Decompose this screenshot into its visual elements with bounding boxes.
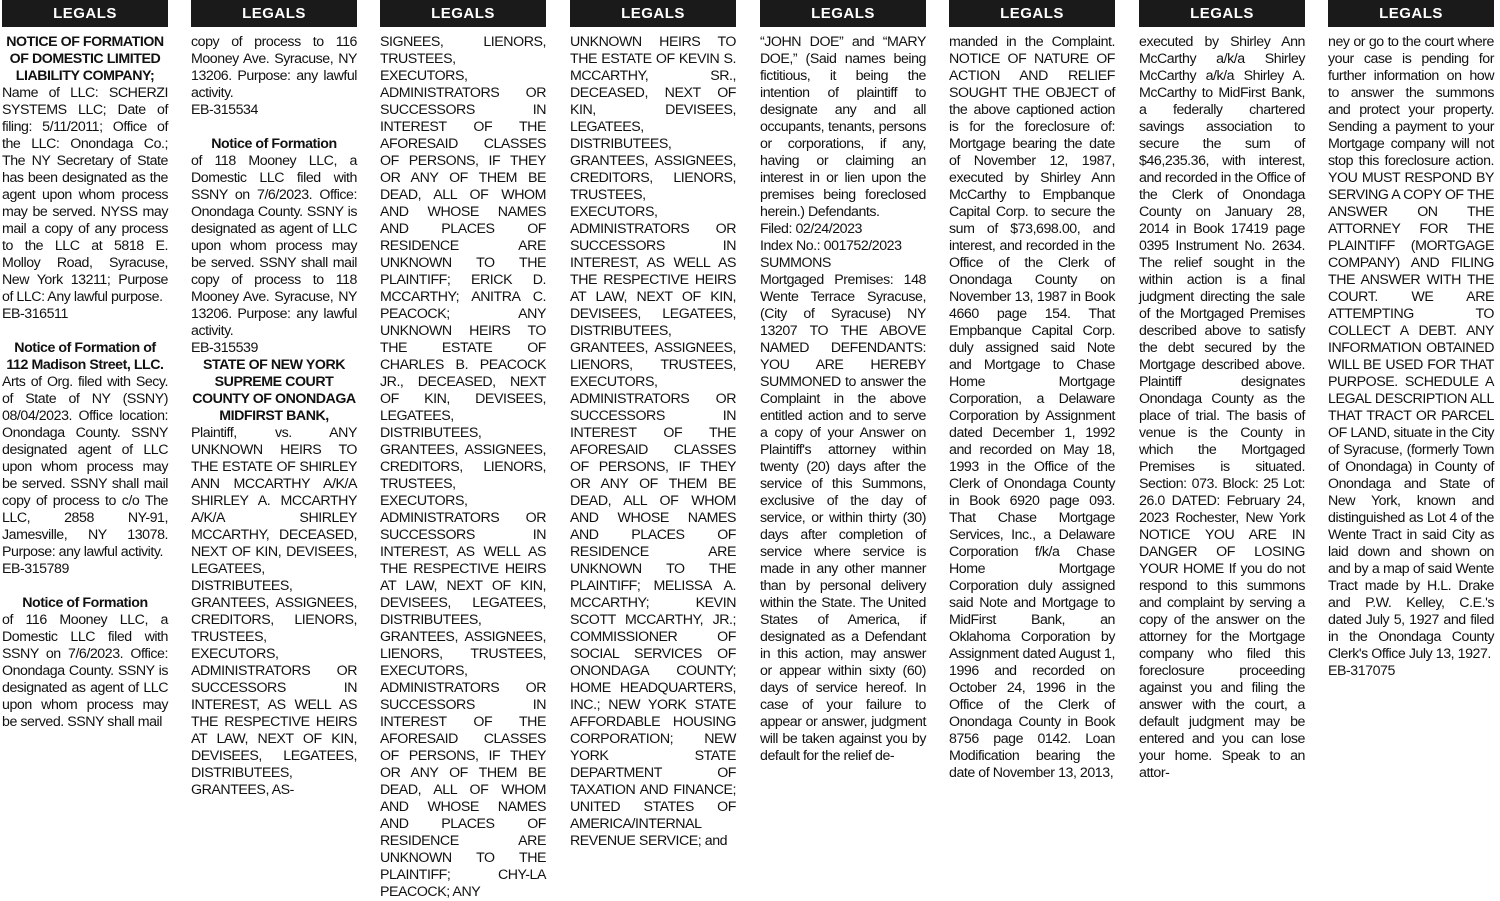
legals-column-7 xyxy=(1139,0,1305,833)
spacer xyxy=(2,578,168,595)
legals-column-8 xyxy=(1328,0,1494,833)
notice-paragraph: Plaintiff, vs. ANY UNKNOWN HEIRS TO THE ESTATE OF SHIRLEY ANN MCCARTHY A/K/A SHIRLEY A. MCCARTHY A/K/A SHIRLEY MCCARTHY, DECEASED, NEXT OF KIN, DEVISEES, LEGATEES, DISTRIBUTEES, GRANTEES, ASSIGNEES, CREDITORS, LIENORS, TRUSTEES, EXECUTORS, ADMINISTRATORS OR SUCCESSORS IN INTEREST, AS WELL AS THE RESPECTIVE HEIRS AT LAW, NEXT OF KIN, DEVISEES, LEGATEES, DISTRIBUTEES, GRANTEES, AS- xyxy=(191,425,357,798)
notice-reference: EB-315534 xyxy=(191,102,258,118)
legals-column-2 xyxy=(191,0,357,833)
spacer xyxy=(191,119,357,136)
notice-heading: Notice of Formation of 112 Madison Street, LLC. xyxy=(6,340,164,373)
legals-column-1 xyxy=(2,0,168,833)
notice-paragraph: copy of process to 116 Mooney Ave. Syracuse, NY 13206. Purpose: any lawful activity. xyxy=(191,34,357,101)
notice-paragraph: SIGNEES, LIENORS, TRUSTEES, EXECUTORS, ADMINISTRATORS OR SUCCESSORS IN INTEREST OF THE AFORESAID CLASSES OF PERSONS, IF THEY OR ANY OF THEM BE DEAD, ALL OF WHOM AND WHOSE NAMES AND PLACES OF RESIDENCE ARE UNKNOWN TO THE PLAINTIFF; ERICK D. MCCARTHY; ANITRA C. PEACOCK; ANY UNKNOWN HEIRS TO THE ESTATE OF CHARLES B. PEACOCK JR., DECEASED, NEXT OF KIN, DEVISEES, LEGATEES, DISTRIBUTEES, GRANTEES, ASSIGNEES, CREDITORS, LIENORS, TRUSTEES, EXECUTORS, ADMINISTRATORS OR SUCCESSORS IN INTEREST, AS WELL AS THE RESPECTIVE HEIRS AT LAW, NEXT OF KIN, DEVISEES, LEGATEES, DISTRIBUTEES, GRANTEES, ASSIGNEES, LIENORS, TRUSTEES, EXECUTORS, ADMINISTRATORS OR SUCCESSORS IN INTEREST OF THE AFORESAID CLASSES OF PERSONS, IF THEY OR ANY OF THEM BE DEAD, ALL OF WHOM AND WHOSE NAMES AND PLACES OF RESIDENCE ARE UNKNOWN TO THE PLAINTIFF; CHY-LA PEACOCK; ANY xyxy=(380,34,546,900)
column-body xyxy=(191,27,357,799)
column-header: LEGALS xyxy=(191,0,357,27)
notice-paragraph: “JOHN DOE” and “MARY DOE,” (Said names being fictitious, it being the intention of plaintiff to designate any and all occupants, tenants, persons or corporations, if any, having or claiming an interest in or lien upon the premises being foreclosed herein.) Defendants. xyxy=(760,34,926,220)
notice-paragraph: of 116 Mooney LLC, a Domestic LLC filed with SSNY on 7/6/2023. Office: Onondaga County. SSNY is designated as agent of LLC upon whom process may be served. SSNY shall mail xyxy=(2,612,168,730)
legals-column-6 xyxy=(949,0,1115,833)
notice-reference: EB-316511 xyxy=(2,306,68,322)
column-header: LEGALS xyxy=(1328,0,1494,27)
notice-paragraph: Arts of Org. filed with Secy. of State of NY (SSNY) 08/04/2023. Office location: Onondaga County. SSNY designated agent of LLC upon whom process may be served. SSNY shall mail copy of process to c/o The LLC, 2858 NY-91, Jamesville, NY 13078. Purpose: any lawful activity. xyxy=(2,374,168,560)
column-body xyxy=(380,27,546,901)
column-body xyxy=(2,27,168,731)
notice-heading: Notice of Formation xyxy=(22,595,148,611)
notice-paragraph: UNKNOWN HEIRS TO THE ESTATE OF KEVIN S. MCCARTHY, SR., DECEASED, NEXT OF KIN, DEVISEES, LEGATEES, DISTRIBUTEES, GRANTEES, ASSIGNEES, CREDITORS, LIENORS, TRUSTEES, EXECUTORS, ADMINISTRATORS OR SUCCESSORS IN INTEREST, AS WELL AS THE RESPECTIVE HEIRS AT LAW, NEXT OF KIN, DEVISEES, LEGATEES, DISTRIBUTEES, GRANTEES, ASSIGNEES, LIENORS, TRUSTEES, EXECUTORS, ADMINISTRATORS OR SUCCESSORS IN INTEREST OF THE AFORESAID CLASSES OF PERSONS, IF THEY OR ANY OF THEM BE DEAD, ALL OF WHOM AND WHOSE NAMES AND PLACES OF RESIDENCE ARE UNKNOWN TO THE PLAINTIFF; MELISSA A. MCCARTHY; KEVIN SCOTT MCCARTHY, JR.; COMMISSIONER OF SOCIAL SERVICES OF ONONDAGA COUNTY; HOME HEADQUARTERS, INC.; NEW YORK STATE AFFORDABLE HOUSING CORPORATION; NEW YORK STATE DEPARTMENT OF TAXATION AND FINANCE; UNITED STATES OF AMERICA/INTERNAL REVENUE SERVICE; and xyxy=(570,34,736,849)
column-body xyxy=(570,27,736,850)
notice-reference: Index No.: 001752/2023 xyxy=(760,238,902,254)
notice-heading: STATE OF NEW YORK SUPREME COURT COUNTY OF ONONDAGA MIDFIRST BANK, xyxy=(192,357,356,424)
column-header: LEGALS xyxy=(760,0,926,27)
notice-reference: Filed: 02/24/2023 xyxy=(760,221,862,237)
spacer xyxy=(2,323,168,340)
notice-reference: EB-317075 xyxy=(1328,663,1395,679)
legals-column-4 xyxy=(570,0,736,849)
legals-column-3 xyxy=(380,0,546,900)
notice-paragraph: ney or go to the court where your case is pending for further information on how to answer the summons and protect your property. Sending a payment to your Mortgage company will not stop this foreclosure action. YOU MUST RESPOND BY SERVING A COPY OF THE ANSWER ON THE ATTORNEY FOR THE PLAINTIFF (MORTGAGE COMPANY) AND FILING THE ANSWER WITH THE COURT. WE ARE ATTEMPTING TO COLLECT A DEBT. ANY INFORMATION OBTAINED WILL BE USED FOR THAT PURPOSE. SCHEDULE A LEGAL DESCRIPTION ALL THAT TRACT OR PARCEL OF LAND, situate in the City of Syracuse, (formerly Town of Onondaga) in County of Onondaga and State of New York, known and distinguished as Lot 4 of the Wente Tract in said City as laid down and shown on and by a map of said Wente Tract made by H.L. Drake and P.W. Kelley, C.E.'s dated July 5, 1927 and filed in the Onondaga County Clerk's Office July 13, 1927. xyxy=(1328,34,1494,662)
notice-reference: SUMMONS xyxy=(760,255,831,271)
legals-column-5 xyxy=(760,0,926,833)
notice-paragraph: executed by Shirley Ann McCarthy a/k/a Shirley McCarthy a/k/a Shirley A. McCarthy to MidFirst Bank, a federally chartered savings association to secure the sum of $46,235.36, with interest, and recorded in the Office of the Clerk of Onondaga County on January 28, 2014 in Book 17419 page 0395 Instrument No. 2634. The relief sought in the within action is a final judgment directing the sale of the Mortgaged Premises described above to satisfy the debt secured by the Mortgage described above. Plaintiff designates Onondaga County as the place of trial. The basis of venue is the County in which the Mortgaged Premises is situated. Section: 073. Block: 25 Lot: 26.0 DATED: February 24, 2023 Rochester, New York NOTICE YOU ARE IN DANGER OF LOSING YOUR HOME If you do not respond to this summons and complaint by serving a copy of the answer on the attorney for the Mortgage company who filed this foreclosure proceeding against you and filing the answer with the court, a default judgment may be entered and you can lose your home. Speak to an attor- xyxy=(1139,34,1305,781)
column-header: LEGALS xyxy=(2,0,168,27)
notice-reference: EB-315789 xyxy=(2,561,69,577)
column-body xyxy=(949,27,1115,782)
column-header: LEGALS xyxy=(380,0,546,27)
column-header: LEGALS xyxy=(949,0,1115,27)
notice-heading: NOTICE OF FORMATION OF DOMESTIC LIMITED LIABILITY COMPANY; xyxy=(6,34,164,84)
notice-heading: Notice of Formation xyxy=(211,136,337,152)
column-body xyxy=(1139,27,1305,782)
column-header: LEGALS xyxy=(570,0,736,27)
column-body xyxy=(760,27,926,765)
column-header: LEGALS xyxy=(1139,0,1305,27)
notice-reference: EB-315539 xyxy=(191,340,258,356)
notice-paragraph: manded in the Complaint. NOTICE OF NATURE OF ACTION AND RELIEF SOUGHT THE OBJECT of the above captioned action is for the foreclosure of: Mortgage bearing the date of November 12, 1987, executed by Shirley Ann McCarthy to Empbanque Capital Corp. to secure the sum of $73,698.00, and interest, and recorded in the Office of the Clerk of Onondaga County on November 13, 1987 in Book 4660 page 154. That Empbanque Capital Corp. duly assigned said Note and Mortgage to Chase Home Mortgage Corporation, a Delaware Corporation by Assignment dated December 1, 1992 and recorded on May 18, 1993 in the Office of the Clerk of Onondaga County in Book 6920 page 093. That Chase Mortgage Services, Inc., a Delaware Corporation f/k/a Chase Home Mortgage Corporation duly assigned said Note and Mortgage to MidFirst Bank, an Oklahoma Corporation by Assignment dated August 1, 1996 and recorded on October 24, 1996 in the Office of the Clerk of Onondaga County in Book 8756 page 0142. Loan Modification bearing the date of November 13, 2013, xyxy=(949,34,1115,781)
notice-paragraph: of 118 Mooney LLC, a Domestic LLC filed with SSNY on 7/6/2023. Office: Onondaga County. SSNY is designated as agent of LLC upon whom process may be served. SSNY shall mail copy of process to 118 Mooney Ave. Syracuse, NY 13206. Purpose: any lawful activity. xyxy=(191,153,357,339)
notice-paragraph: Name of LLC: SCHERZI SYSTEMS LLC; Date of filing: 5/11/2011; Office of the LLC: Onondaga Co.; The NY Secretary of State has been designated as the agent upon whom process may be served. NYSS may mail a copy of any process to the LLC at 5818 E. Molloy Road, Syracuse, New York 13211; Purpose of LLC: Any lawful purpose. xyxy=(2,85,168,305)
notice-paragraph: Mortgaged Premises: 148 Wente Terrace Syracuse, (City of Syracuse) NY 13207 TO THE ABOVE NAMED DEFENDANTS: YOU ARE HEREBY SUMMONED to answer the Complaint in the above entitled action and to serve a copy of your Answer on Plaintiff's attorney within twenty (20) days after the service of this Summons, exclusive of the day of service, or within thirty (30) days after completion of service where service is made in any other manner than by personal delivery within the State. The United States of America, if designated as a Defendant in this action, may answer or appear within sixty (60) days of service hereof. In case of your failure to appear or answer, judgment will be taken against you by default for the relief de- xyxy=(760,272,926,764)
column-body xyxy=(1328,27,1494,680)
